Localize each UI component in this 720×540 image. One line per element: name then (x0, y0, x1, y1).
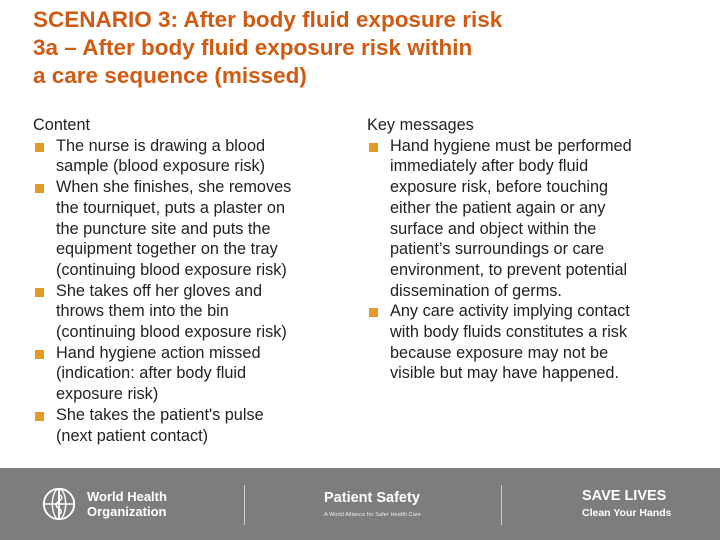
who-line-2: Organization (87, 504, 167, 519)
who-logo-text (87, 489, 167, 519)
bullet-text (56, 136, 353, 177)
bullet-line: When she finishes, she removes (56, 178, 292, 197)
square-bullet-icon (35, 412, 44, 421)
who-line-1: World Health (87, 489, 167, 504)
square-bullet-icon (35, 350, 44, 359)
bullet-item (367, 136, 697, 302)
square-bullet-icon (369, 308, 378, 317)
bullet-line: either the patient again or any (390, 198, 606, 217)
title-line-1: SCENARIO 3: After body fluid exposure risk (33, 7, 503, 32)
bullet-text (390, 301, 697, 384)
bullet-line: surface and object within the (390, 219, 597, 238)
bullet-line: (indication: after body fluid (56, 364, 247, 383)
bullet-line: (continuing blood exposure risk) (56, 323, 287, 342)
square-bullet-icon (369, 143, 378, 152)
patient-safety-subtitle: A World Alliance for Safer Health Care (324, 512, 421, 518)
bullet-line: the puncture site and puts the (56, 219, 271, 238)
bullet-item (33, 177, 353, 281)
bullet-item (33, 281, 353, 343)
title-line-2: 3a – After body fluid exposure risk within (33, 35, 473, 60)
square-bullet-icon (35, 143, 44, 152)
footer-divider-2 (501, 485, 502, 525)
bullet-item (33, 343, 353, 405)
footer-bar (0, 468, 720, 540)
bullet-item (367, 301, 697, 384)
bullet-line: sample (blood exposure risk) (56, 157, 266, 176)
bullet-text (56, 177, 353, 281)
bullet-text (56, 405, 353, 446)
bullet-line: because exposure may not be (390, 343, 609, 362)
bullet-line: the tourniquet, puts a plaster on (56, 198, 285, 217)
bullet-text (390, 136, 697, 302)
bullet-line: She takes the patient's pulse (56, 405, 264, 424)
bullet-line: visible but may have happened. (390, 364, 619, 383)
bullet-line: She takes off her gloves and (56, 281, 263, 300)
content-list (33, 136, 353, 447)
bullet-line: dissemination of germs. (390, 281, 562, 300)
square-bullet-icon (35, 288, 44, 297)
bullet-line: patient’s surroundings or care (390, 240, 605, 259)
bullet-item (33, 136, 353, 177)
key-messages-column (367, 115, 697, 384)
key-messages-heading: Key messages (367, 116, 474, 134)
clean-your-hands-subtitle: Clean Your Hands (582, 507, 672, 519)
bullet-line: (next patient contact) (56, 426, 209, 445)
bullet-line: immediately after body fluid (390, 157, 589, 176)
bullet-line: environment, to prevent potential (390, 260, 628, 279)
footer-divider-1 (244, 485, 245, 525)
bullet-line: exposure risk) (56, 385, 159, 404)
bullet-line: throws them into the bin (56, 302, 229, 321)
bullet-line: The nurse is drawing a blood (56, 136, 266, 155)
slide-title (33, 6, 693, 90)
patient-safety-title: Patient Safety (324, 490, 420, 506)
bullet-text (56, 281, 353, 343)
bullet-line: (continuing blood exposure risk) (56, 260, 287, 279)
key-messages-list (367, 136, 697, 384)
content-column (33, 115, 353, 446)
bullet-line: Hand hygiene action missed (56, 343, 261, 362)
bullet-line: exposure risk, before touching (390, 178, 609, 197)
title-line-3: a care sequence (missed) (33, 63, 307, 88)
bullet-line: with body fluids constitutes a risk (390, 323, 628, 342)
bullet-item (33, 405, 353, 446)
save-lives-title: SAVE LIVES (582, 488, 667, 504)
bullet-line: equipment together on the tray (56, 240, 278, 259)
who-emblem-icon (40, 485, 78, 523)
content-heading: Content (33, 116, 91, 134)
square-bullet-icon (35, 184, 44, 193)
bullet-text (56, 343, 353, 405)
bullet-line: Any care activity implying contact (390, 302, 630, 321)
bullet-line: Hand hygiene must be performed (390, 136, 632, 155)
